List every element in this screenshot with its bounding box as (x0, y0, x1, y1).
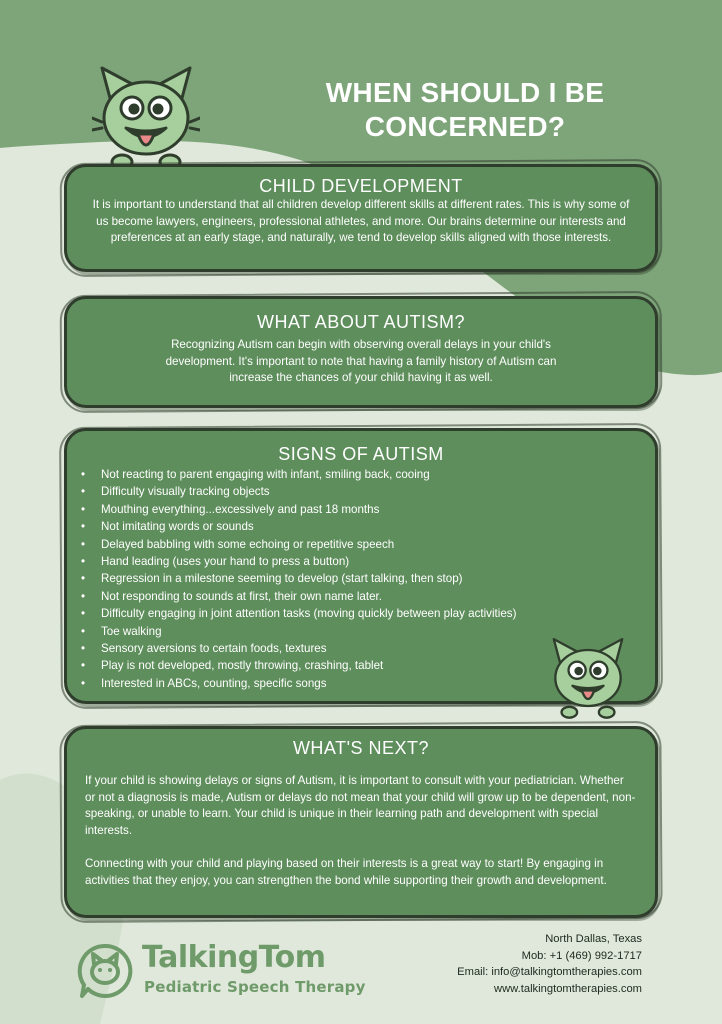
list-item: • Play is not developed, mostly throwing, crashing, tablet (81, 657, 655, 674)
cartoon-cat-icon (92, 64, 200, 172)
list-item: • Interested in ABCs, counting, specific songs (81, 675, 655, 692)
what-about-autism-text: Recognizing Autism can begin with observing overall delays in your child's development. It's important to note that having a family history of Autism can increase the chances of your child having it as well. (165, 338, 557, 384)
contact-info (457, 931, 642, 997)
page-title: WHEN SHOULD I BE CONCERNED? (325, 77, 605, 142)
child-development-heading: CHILD DEVELOPMENT (259, 176, 463, 196)
what-about-autism-heading: WHAT ABOUT AUTISM? (256, 312, 466, 332)
signs-of-autism-heading: SIGNS OF AUTISM (278, 444, 444, 464)
child-development-card (64, 164, 658, 272)
brand-logo (76, 938, 366, 1004)
whats-next-text-2: Connecting with your child and playing based on their interests is a great way to start! By engaging in activities that they enjoy, you can strengthen the bond while supporting their growth and development. (85, 857, 607, 887)
what-about-autism-card (64, 296, 658, 408)
list-item: • Hand leading (uses your hand to press a button) (81, 553, 655, 570)
list-item: • Sensory aversions to certain foods, textures (81, 640, 655, 657)
brand-name: TalkingTom (142, 940, 326, 975)
whats-next-card (64, 726, 658, 918)
list-item: • Difficulty engaging in joint attention tasks (moving quickly between play activities) (81, 605, 655, 622)
list-item: • Not responding to sounds at first, their own name later. (81, 588, 655, 605)
list-item: • Not imitating words or sounds (81, 518, 655, 535)
contact-location: North Dallas, Texas (545, 933, 642, 945)
list-item: • Not reacting to parent engaging with infant, smiling back, cooing (81, 466, 655, 483)
cat-speech-bubble-icon (76, 942, 134, 1000)
whats-next-heading: WHAT'S NEXT? (292, 738, 430, 758)
cartoon-cat-icon (546, 636, 630, 720)
list-item: • Difficulty visually tracking objects (81, 483, 655, 500)
list-item: • Regression in a milestone seeming to develop (start talking, then stop) (81, 570, 655, 587)
list-item: • Toe walking (81, 623, 655, 640)
contact-phone: Mob: +1 (469) 992-1717 (521, 949, 642, 962)
list-item: • Delayed babbling with some echoing or repetitive speech (81, 536, 655, 553)
child-development-text: It is important to understand that all children develop different skills at different rates. This is why some of us become lawyers, engineers, professional athletes, and more. Our brains determine our interests and preferences at an early stage, and naturally, we tend to develop skills aligned with those interests. (92, 198, 630, 244)
contact-email: Email: info@talkingtomtherapies.com (457, 966, 642, 978)
whats-next-text-1: If your child is showing delays or signs of Autism, it is important to consult with your pediatrician. Whether or not a diagnosis is made, Autism or delays do not mean that your child will grow up to be dependent, non-speaking, or unable to learn. Your child is unique in their learning path and development with special interests. (85, 774, 636, 837)
brand-tagline: Pediatric Speech Therapy (144, 978, 366, 996)
contact-website: www.talkingtomtherapies.com (494, 982, 642, 995)
list-item: • Mouthing everything...excessively and past 18 months (81, 501, 655, 518)
